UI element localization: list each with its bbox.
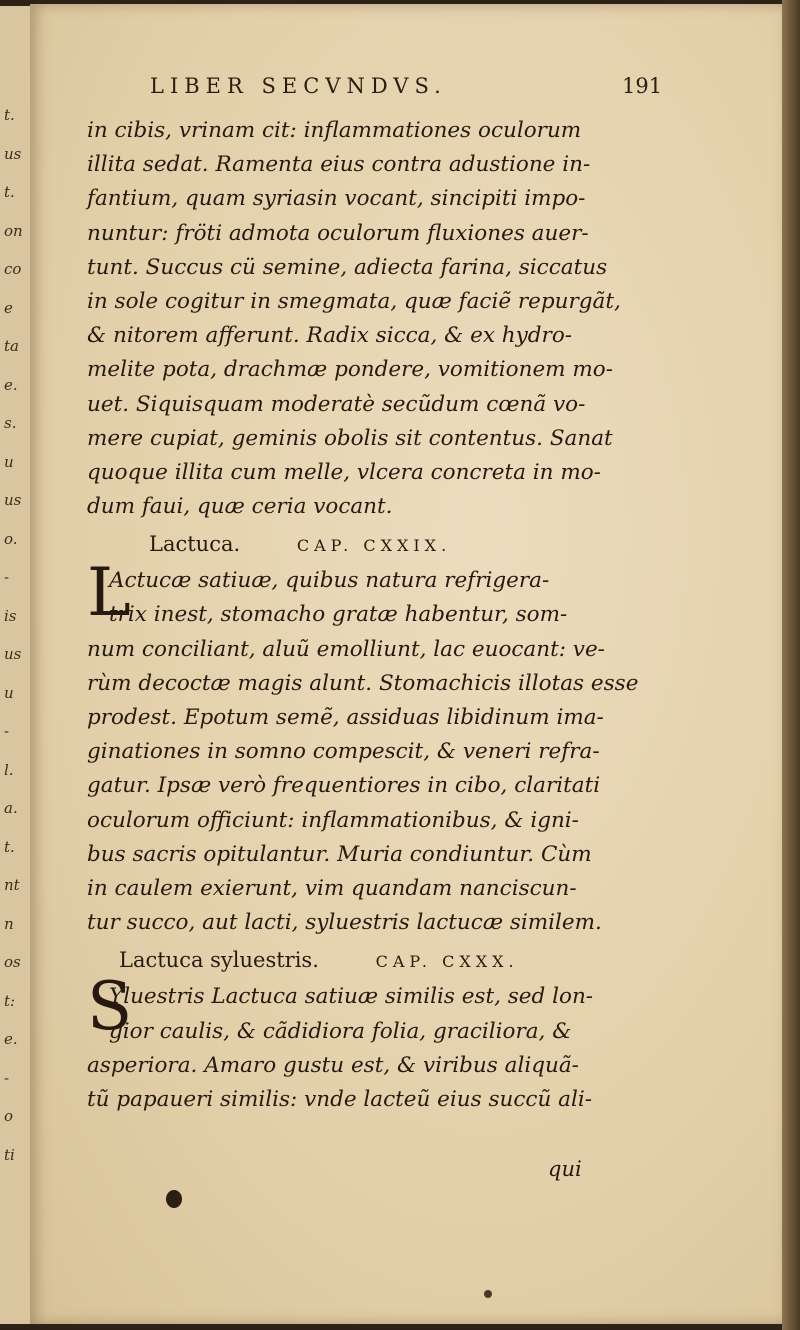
ornament-mark [166,1190,182,1208]
text-line: gatur. Ipsæ verò frequentiores in cibo, claritati [87,773,601,799]
text-line: Yluestris Lactuca satiuæ similis est, sed lon- [109,984,594,1010]
page [30,4,782,1324]
margin-fragment: n [4,914,14,933]
margin-fragment: co [4,260,22,278]
margin-fragment: on [4,221,23,240]
margin-fragment: os [4,953,21,971]
margin-fragment: u [4,452,14,471]
text-line: mere cupiat, geminis obolis sit contentus. Sanat [87,425,613,451]
text-line: melite pota, drachmæ pondere, vomitionem mo- [87,357,613,383]
margin-fragment: - [4,568,10,586]
page-speck [484,1290,492,1298]
text-line: quoque illita cum melle, vlcera concreta in mo- [87,459,601,485]
chapter-heading-lactuca-syluestris [87,940,632,980]
margin-fragment: t. [4,837,15,856]
margin-fragment: ti [4,1145,15,1164]
drop-cap-l: L [87,554,131,632]
margin-fragment: is [4,606,17,625]
margin-fragment: e. [4,375,18,394]
margin-fragment: nt [4,876,20,894]
text-line: in caulem exierunt, vim quandam nanciscun- [87,875,577,901]
text-line: dum faui, quæ ceria vocant. [87,494,393,520]
catchword: qui [548,1157,582,1181]
chapter-title: Lactuca syluestris. [119,948,319,973]
margin-fragment: o [4,1107,14,1125]
text-line: ginationes in somno compescit, & veneri refra- [87,739,600,765]
text-line: in cibis, vrinam cit: inflammationes oculorum [87,118,582,143]
paragraph-lactuca-syluestris [87,968,632,1117]
text-line: bus sacris opitulantur. Muria condiuntur. Cùm [87,841,592,867]
margin-fragment: u [4,683,14,702]
chapter-title: Lactuca. [149,532,241,557]
margin-fragment: a. [4,799,18,817]
margin-fragment: t. [4,106,15,124]
drop-cap-s: S [87,968,133,1046]
text-line: prodest. Epotum semẽ, assiduas libidinum ima- [87,705,604,730]
page-edge [782,0,800,1330]
margin-fragment: e. [4,1030,18,1048]
margin-fragment: t: [4,991,16,1010]
text-line: fantium, quam syriasin vocant, sincipiti impo- [87,186,586,212]
margin-fragment: us [4,645,22,663]
text-line: num conciliant, aluũ emolliunt, lac euocant: ve- [87,636,605,662]
margin-fragment: o. [4,529,18,548]
margin-fragment: t. [4,183,15,201]
text-line: Actucæ satiuæ, quibus natura refrigera- [109,568,550,594]
paragraph-lactuca [87,554,639,940]
margin-fragment: s. [4,414,17,432]
chapter-number: CAP. CXXIX. [296,536,452,556]
paragraph-block-a [87,114,632,524]
text-line: tunt. Succus cü semine, adiecta farina, siccatus [87,254,608,280]
text-line: tur succo, aut lacti, syluestris lactucæ similem. [87,910,602,936]
text-line: asperiora. Amaro gustu est, & viribus aliquã- [87,1052,579,1078]
text-line: trix inest, stomacho gratæ habentur, som- [109,602,568,628]
text-line: & nitorem afferunt. Radix sicca, & ex hydro- [87,323,573,349]
text-line: gior caulis, & cãdidiora folia, graciliora, & [109,1018,572,1044]
running-head: LIBER SECVNDVS. [150,74,447,98]
previous-page-margin [0,6,32,1324]
text-line: nuntur: fröti admota oculorum fluxiones auer- [87,220,589,246]
text-line: rùm decoctæ magis alunt. Stomachicis illotas esse [87,670,639,696]
margin-fragment: l. [4,760,14,779]
margin-fragment: us [4,144,22,163]
folio-number: 191 [622,74,663,98]
chapter-heading-lactuca [87,524,632,564]
margin-fragment: ta [4,337,19,355]
text-line: tũ papaueri similis: vnde lacteũ eius succũ ali- [87,1086,592,1112]
margin-fragment: - [4,1068,10,1087]
text-line: in sole cogitur in smegmata, quæ faciẽ repurgãt, [87,288,621,314]
margin-fragment: e [4,298,13,317]
margin-fragment: - [4,722,10,740]
margin-fragment: us [4,491,22,509]
chapter-number: CAP. CXXX. [375,952,519,972]
text-line: illita sedat. Ramenta eius contra adustione in- [87,152,591,178]
body-text [87,114,639,1117]
text-line: oculorum officiunt: inflammationibus, & igni- [87,807,579,833]
text-line: uet. Siquisquam moderatè secũdum cœnã vo- [87,391,586,417]
